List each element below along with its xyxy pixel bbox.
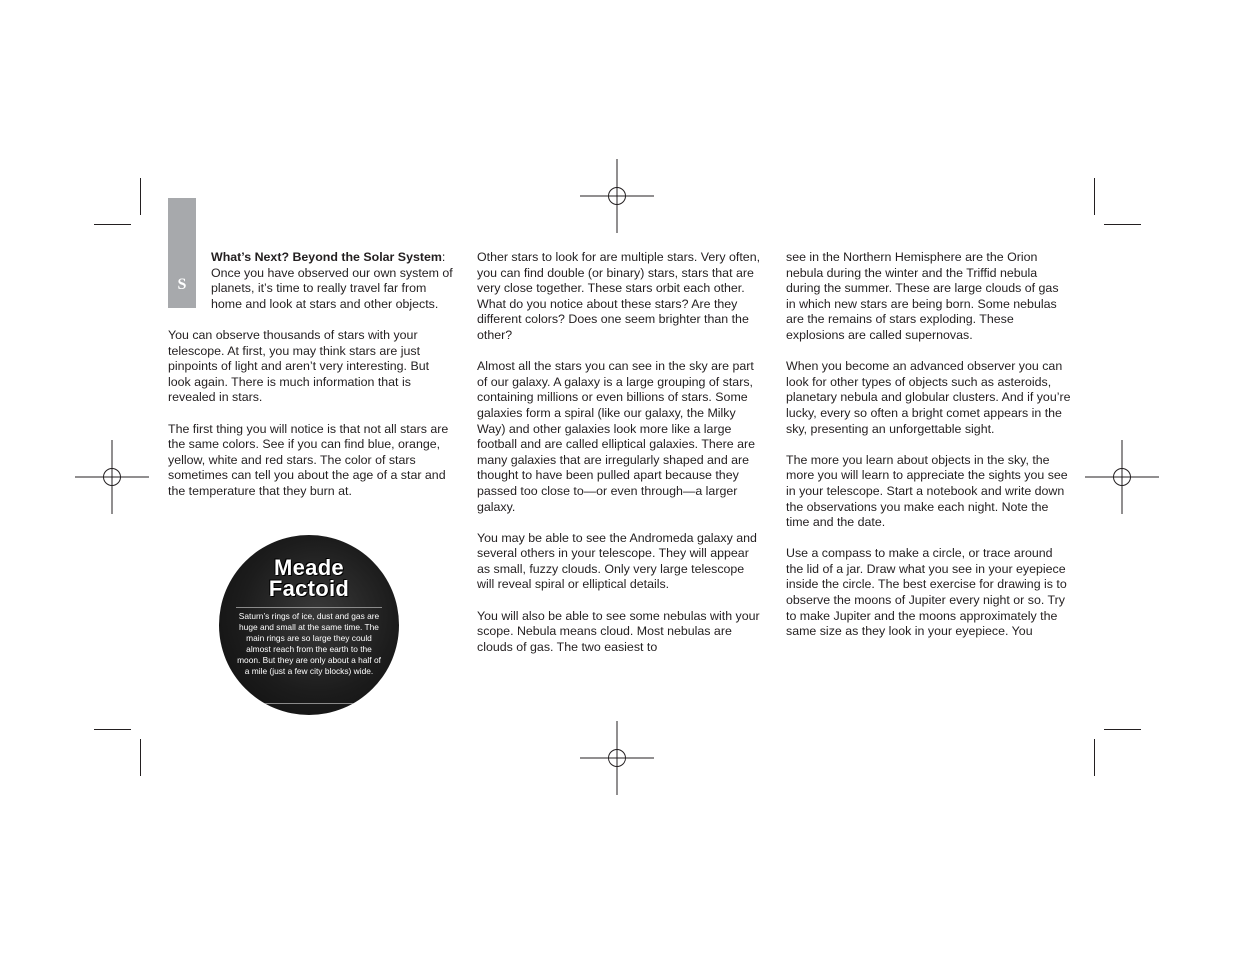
crop-mark — [1104, 729, 1141, 730]
intro-paragraph — [168, 250, 453, 312]
paragraph: You will also be able to see some nebulas with your scope. Nebula means cloud. Most nebulas are clouds of gas. The two easiest to — [477, 608, 760, 654]
factoid-text-box — [236, 607, 382, 704]
intro-body: : Once you have observed our own system of planets, it’s time to really travel far from home and look at stars and other objects. — [211, 250, 453, 311]
paragraph: Other stars to look for are multiple stars. Very often, you can find double (or binary) stars, stars that are very close together. These stars orbit each other. What do you notice about these stars? Are they different colors? Does one seem brighter than the other? — [477, 250, 761, 342]
registration-mark-icon — [580, 721, 654, 795]
text-column-3 — [786, 250, 1071, 655]
paragraph: see in the Northern Hemisphere are the Orion nebula during the winter and the Triffid nebula during the summer. These are large clouds of gas in which new stars are being born. Some nebulas are the remains of stars exploding. These explosions are called supernovas. — [786, 250, 1059, 342]
paragraph: The first thing you will notice is that not all stars are the same colors. See if you can find blue, orange, yellow, white and red stars. The color of stars sometimes can tell you about the age of a star and the temperature that they burn at. — [168, 421, 449, 498]
paragraph: The more you learn about objects in the sky, the more you will learn to appreciate the sights you see in your telescope. Start a notebook and write down the observations you make each night. Note the time and the date. — [786, 452, 1068, 530]
factoid-title — [219, 557, 399, 599]
crop-mark — [94, 224, 131, 225]
paragraph: You may be able to see the Andromeda galaxy and several others in your telescope. They will appear as small, fuzzy clouds. Only very large telescope will reveal spiral or elliptical details. — [477, 530, 757, 592]
registration-mark-icon — [580, 159, 654, 233]
paragraph: Almost all the stars you can see in the sky are part of our galaxy. A galaxy is a large grouping of stars, containing millions or even billions of stars. Some galaxies form a spiral (like our galaxy, the Milky Way) and other galaxies look more like a large football and are called elliptical galaxies. There are many galaxies that are irregularly shaped and are thought to have been pulled apart because they passed too close to—or even through—a larger galaxy. — [477, 359, 756, 514]
factoid-text: Saturn’s rings of ice, dust and gas are huge and small at the same time. The main rings are so large they could almost reach from the earth to the moon. But they are only about a half of a mile (just a few city blocks) wide. — [237, 611, 381, 676]
intro-heading: What’s Next? Beyond the Solar System — [211, 250, 442, 264]
crop-mark — [1104, 224, 1141, 225]
factoid-title-line: Meade — [274, 555, 344, 580]
crop-mark — [1094, 739, 1095, 776]
section-tab-label: S — [177, 276, 187, 293]
crop-mark — [1094, 178, 1095, 215]
text-column-1 — [168, 250, 453, 515]
crop-mark — [140, 739, 141, 776]
crop-mark — [94, 729, 131, 730]
registration-mark-icon — [1085, 440, 1159, 514]
paragraph: When you become an advanced observer you can look for other types of objects such as asteroids, planetary nebula and globular clusters. And if you’re lucky, every so often a bright comet appears in the sky, presenting an unforgettable sight. — [786, 359, 1071, 436]
text-column-2 — [477, 250, 762, 671]
factoid-title-line: Factoid — [268, 576, 350, 601]
paragraph: Use a compass to make a circle, or trace around the lid of a jar. Draw what you see in your eyepiece inside the circle. The best exercise for drawing is to observe the moons of Jupiter every night or so. Try to make Jupiter and the moons approximately the same size as they look in your eyepiece. You — [786, 546, 1067, 639]
meade-factoid-badge — [219, 535, 399, 715]
registration-mark-icon — [75, 440, 149, 514]
crop-mark — [140, 178, 141, 215]
paragraph: You can observe thousands of stars with your telescope. At first, you may think stars are just pinpoints of light and aren’t very interesting. But look again. There is much information that is revealed in stars. — [168, 327, 430, 405]
